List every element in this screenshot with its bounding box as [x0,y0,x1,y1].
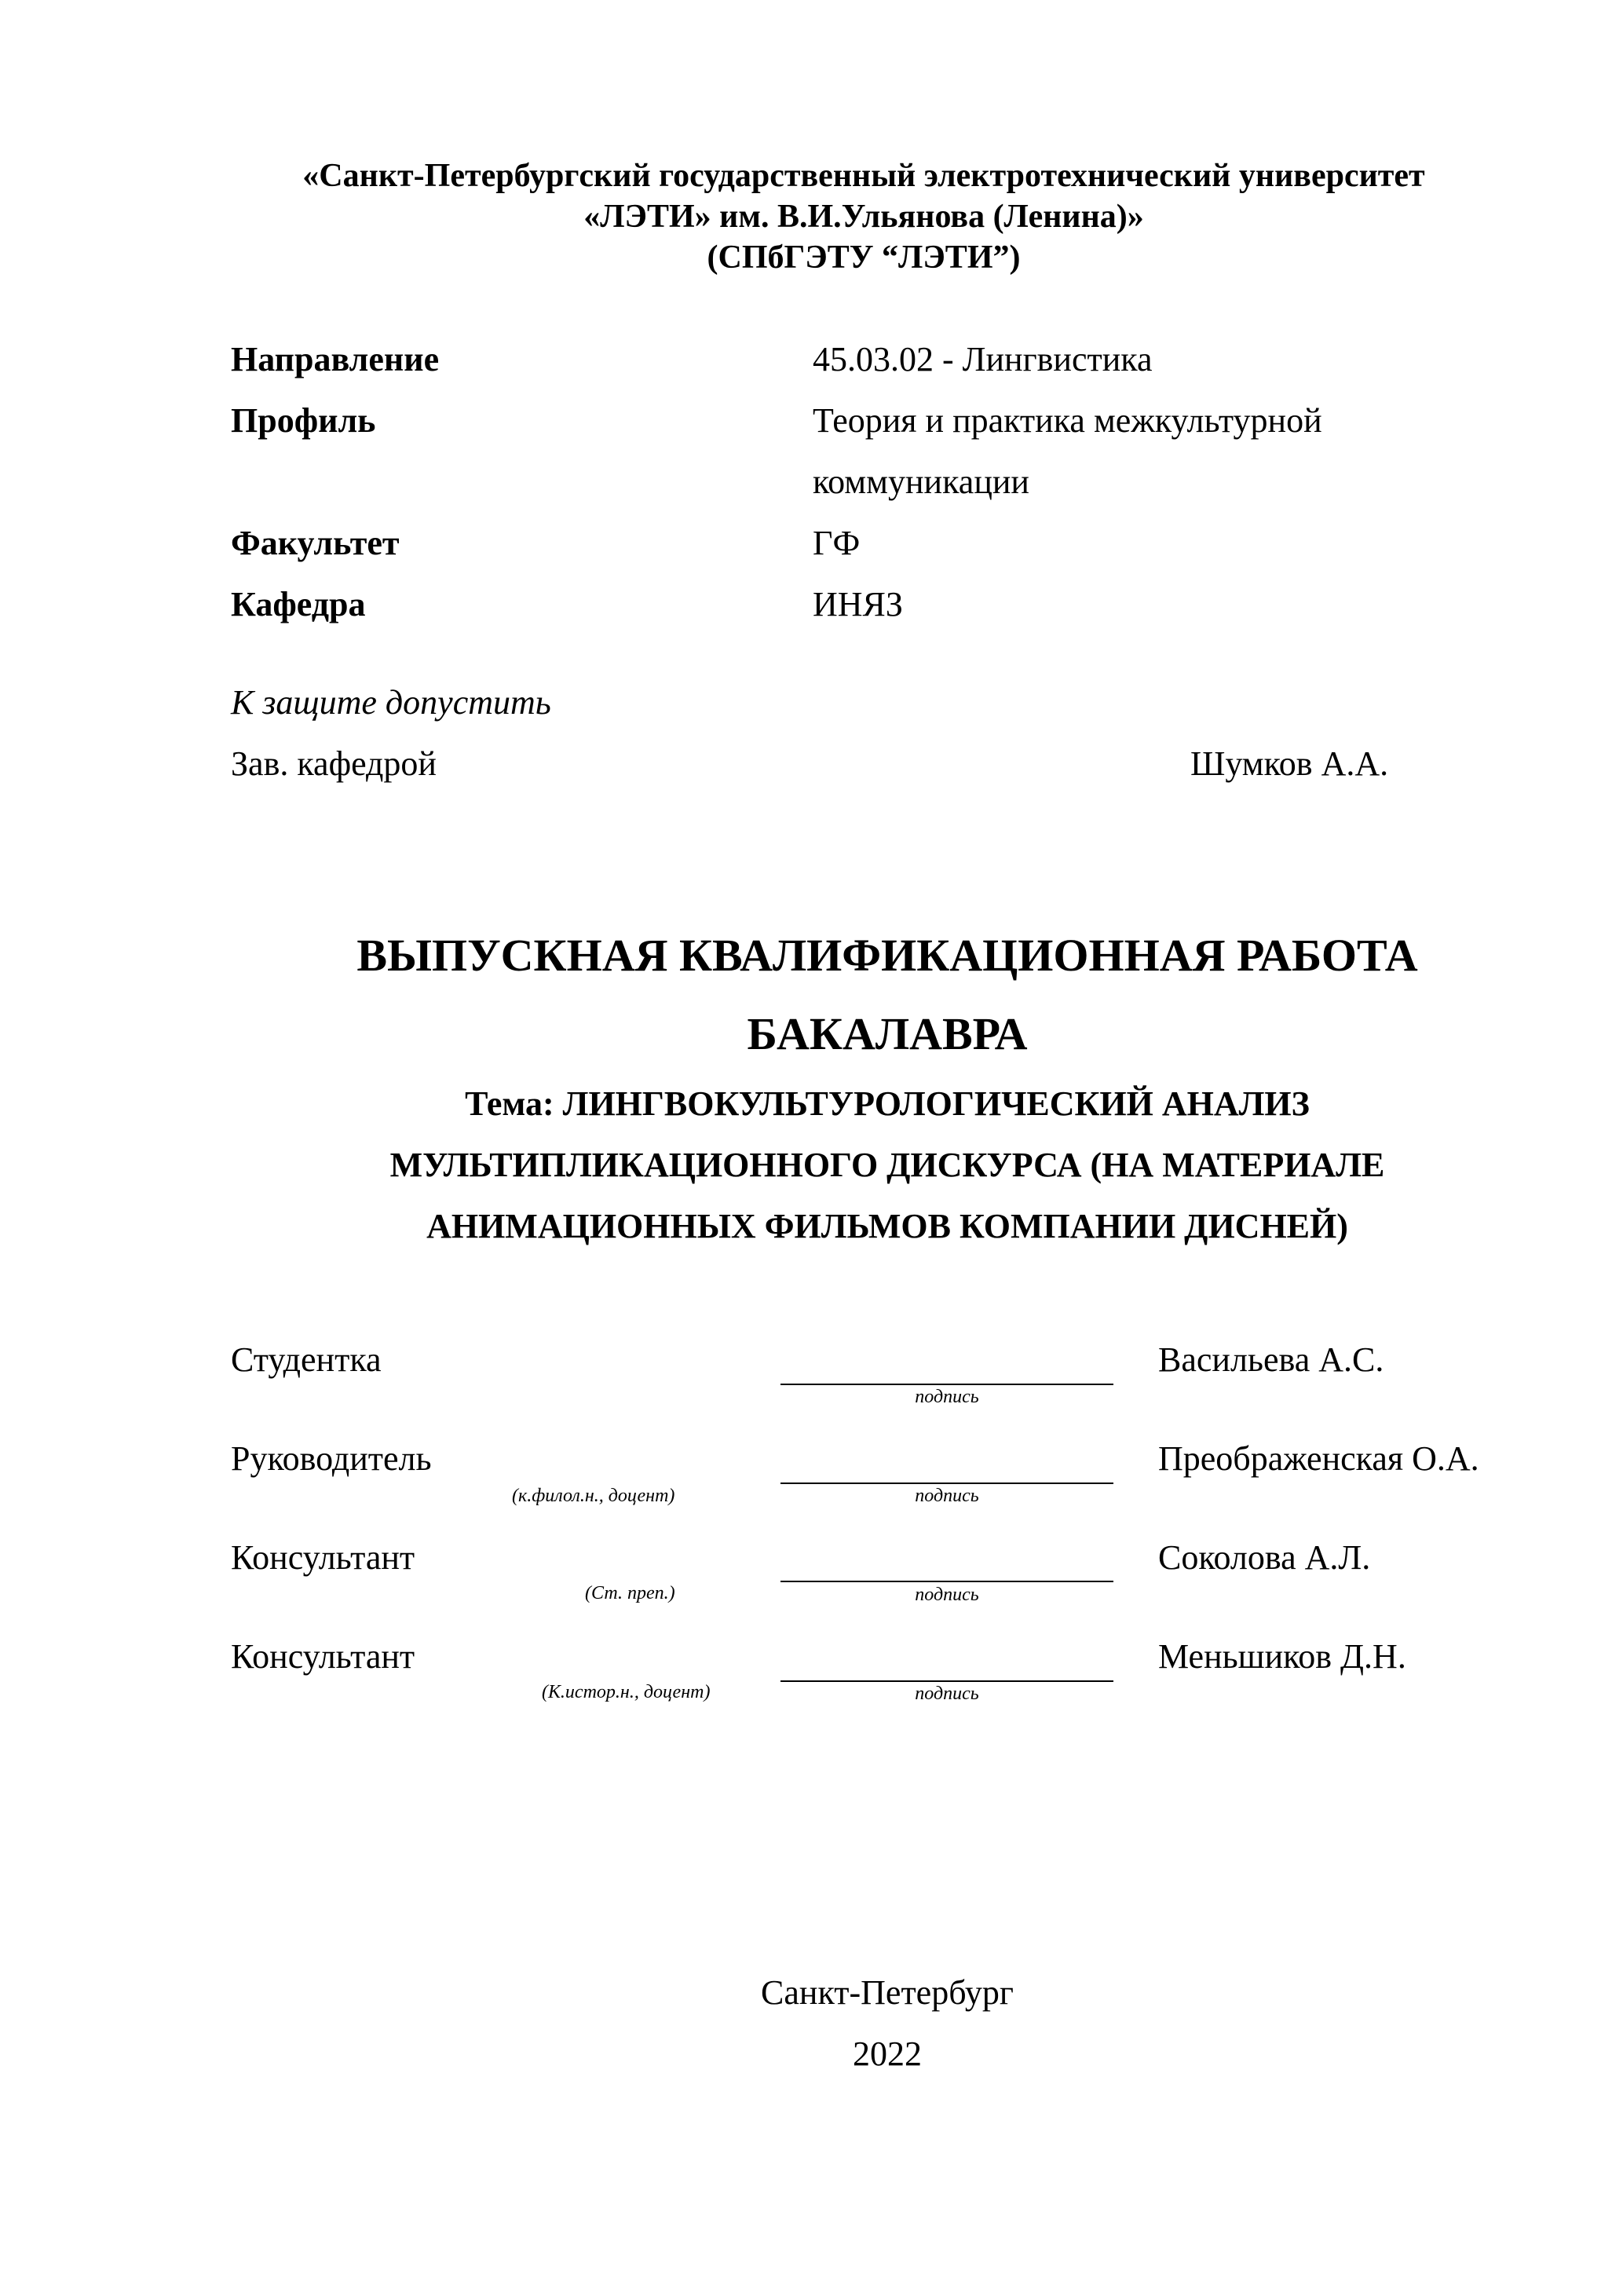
head-of-department-name: Шумков А.А. [1190,744,1389,783]
profile-value-line2: коммуникации [813,462,1029,501]
signatory-name: Меньшиков Д.Н. [1158,1637,1406,1676]
signature-caption: подпись [915,1684,979,1704]
direction-label: Направление [231,340,440,378]
signatory-degree: (Ст. преп.) [585,1583,675,1603]
signature-line [780,1384,1113,1385]
department-value: ИНЯЗ [813,585,903,623]
signatory-name: Соколова А.Л. [1158,1538,1371,1577]
department-label: Кафедра [231,585,366,623]
signature-caption: подпись [915,1387,979,1407]
signatory-degree: (К.истор.н., доцент) [542,1682,711,1702]
year: 2022 [853,2035,922,2073]
signatory-role: Руководитель [231,1439,432,1478]
signature-line [780,1680,1113,1682]
head-of-department-label: Зав. кафедрой [231,744,437,783]
direction-value: 45.03.02 - Лингвистика [813,340,1153,378]
university-abbreviation: (СПбГЭТУ “ЛЭТИ”) [707,239,1021,276]
signature-caption: подпись [915,1585,979,1605]
signature-line [780,1581,1113,1582]
work-title-line2: БАКАЛАВРА [747,1008,1028,1059]
admit-to-defense: К защите допустить [231,683,551,722]
university-name-line1: «Санкт-Петербургский государственный электротехнический университет [302,158,1425,194]
signature-line [780,1483,1113,1484]
signatory-role: Консультант [231,1538,415,1577]
city: Санкт-Петербург [761,1973,1014,2012]
faculty-value: ГФ [813,524,861,562]
profile-label: Профиль [231,401,376,440]
topic-line1: Тема: ЛИНГВОКУЛЬТУРОЛОГИЧЕСКИЙ АНАЛИЗ [465,1084,1310,1123]
signatory-name: Васильева А.С. [1158,1340,1384,1379]
work-title-line1: ВЫПУСКНАЯ КВАЛИФИКАЦИОННАЯ РАБОТА [356,930,1418,981]
signatory-name: Преображенская О.А. [1158,1439,1479,1478]
signature-caption: подпись [915,1486,979,1506]
signatory-degree: (к.филол.н., доцент) [512,1486,675,1506]
faculty-label: Факультет [231,524,400,562]
signatory-role: Консультант [231,1637,415,1676]
topic-line2: МУЛЬТИПЛИКАЦИОННОГО ДИСКУРСА (НА МАТЕРИАЛЕ [389,1146,1385,1184]
university-name-line2: «ЛЭТИ» им. В.И.Ульянова (Ленина)» [583,199,1144,235]
signatory-role: Студентка [231,1340,382,1379]
topic-line3: АНИМАЦИОННЫХ ФИЛЬМОВ КОМПАНИИ ДИСНЕЙ) [426,1207,1348,1245]
profile-value-line1: Теория и практика межкультурной [813,401,1322,440]
